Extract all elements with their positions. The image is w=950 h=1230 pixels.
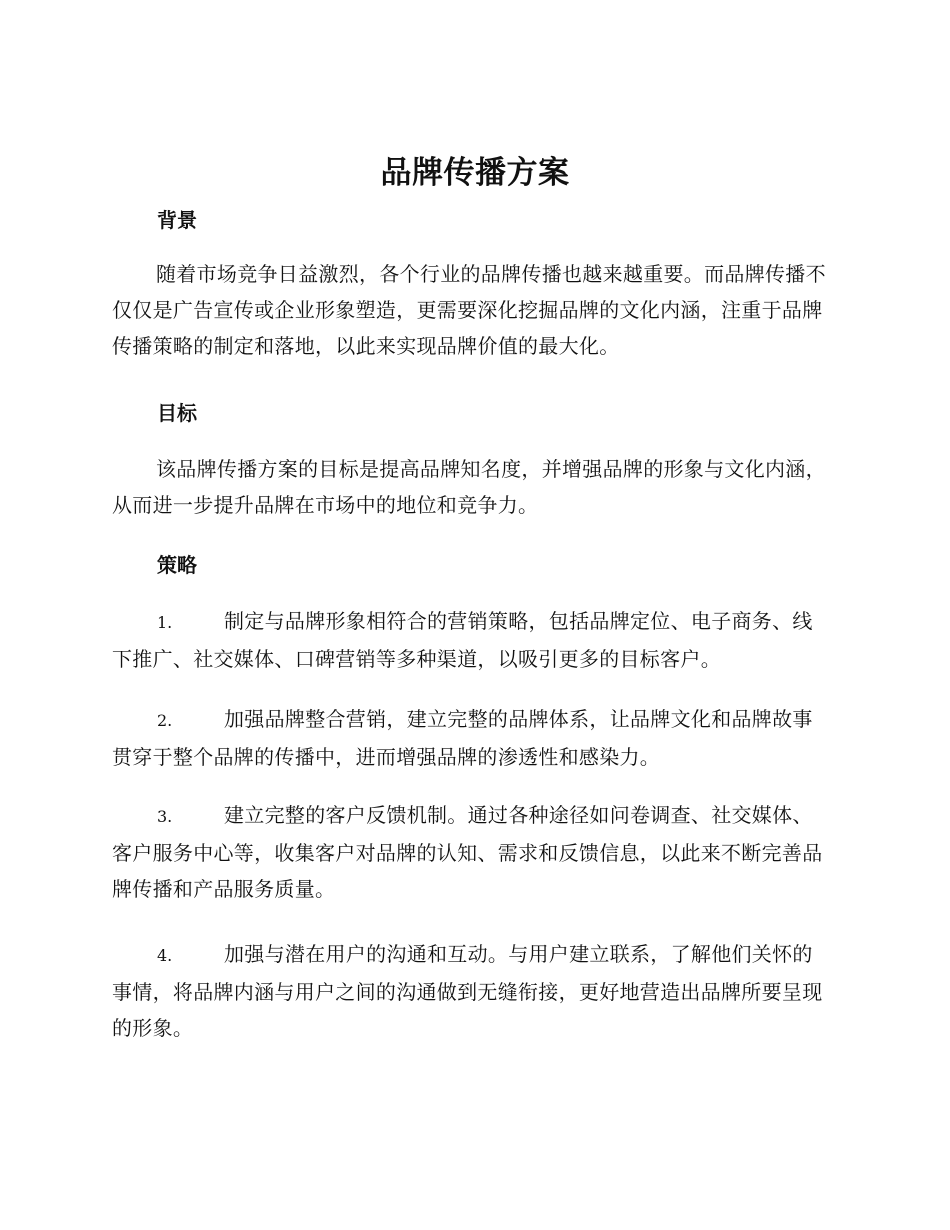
- list-item-text: 制定与品牌形象相符合的营销策略，包括品牌定位、电子商务、线下推广、社交媒体、口碑营销等多种渠道，以吸引更多的目标客户。: [112, 609, 813, 671]
- document-title: 品牌传播方案: [380, 155, 570, 191]
- strategy-list-item: [112, 701, 832, 775]
- list-item-number: 2.: [157, 711, 173, 730]
- strategy-list-item: [112, 936, 832, 1046]
- list-item-text: 加强与潜在用户的沟通和互动。与用户建立联系，了解他们关怀的事情，将品牌内涵与用户之间的沟通做到无缝衔接，更好地营造出品牌所要呈现的形象。: [112, 942, 823, 1040]
- list-item-number: 4.: [157, 946, 173, 965]
- strategy-list-item: [112, 603, 832, 677]
- strategy-list-item: [112, 797, 832, 907]
- list-item-number: 1.: [157, 613, 173, 632]
- section-heading-background: 背景: [157, 208, 197, 232]
- list-item-text: 建立完整的客户反馈机制。通过各种途径如问卷调查、社交媒体、客户服务中心等，收集客户对品牌的认知、需求和反馈信息，以此来不断完善品牌传播和产品服务质量。: [112, 803, 823, 901]
- list-item-text: 加强品牌整合营销，建立完整的品牌体系，让品牌文化和品牌故事贯穿于整个品牌的传播中，进而增强品牌的渗透性和感染力。: [112, 707, 813, 769]
- list-item-number: 3.: [157, 807, 173, 826]
- goal-paragraph: 该品牌传播方案的目标是提高品牌知名度，并增强品牌的形象与文化内涵，从而进一步提升品牌在市场中的地位和竞争力。: [112, 457, 826, 517]
- section-heading-goal: 目标: [157, 401, 197, 425]
- background-paragraph: 随着市场竞争日益激烈，各个行业的品牌传播也越来越重要。而品牌传播不仅仅是广告宣传或企业形象塑造，更需要深化挖掘品牌的文化内涵，注重于品牌传播策略的制定和落地，以此来实现品牌价值的最大化。: [112, 262, 826, 358]
- section-heading-strategy: 策略: [157, 553, 197, 577]
